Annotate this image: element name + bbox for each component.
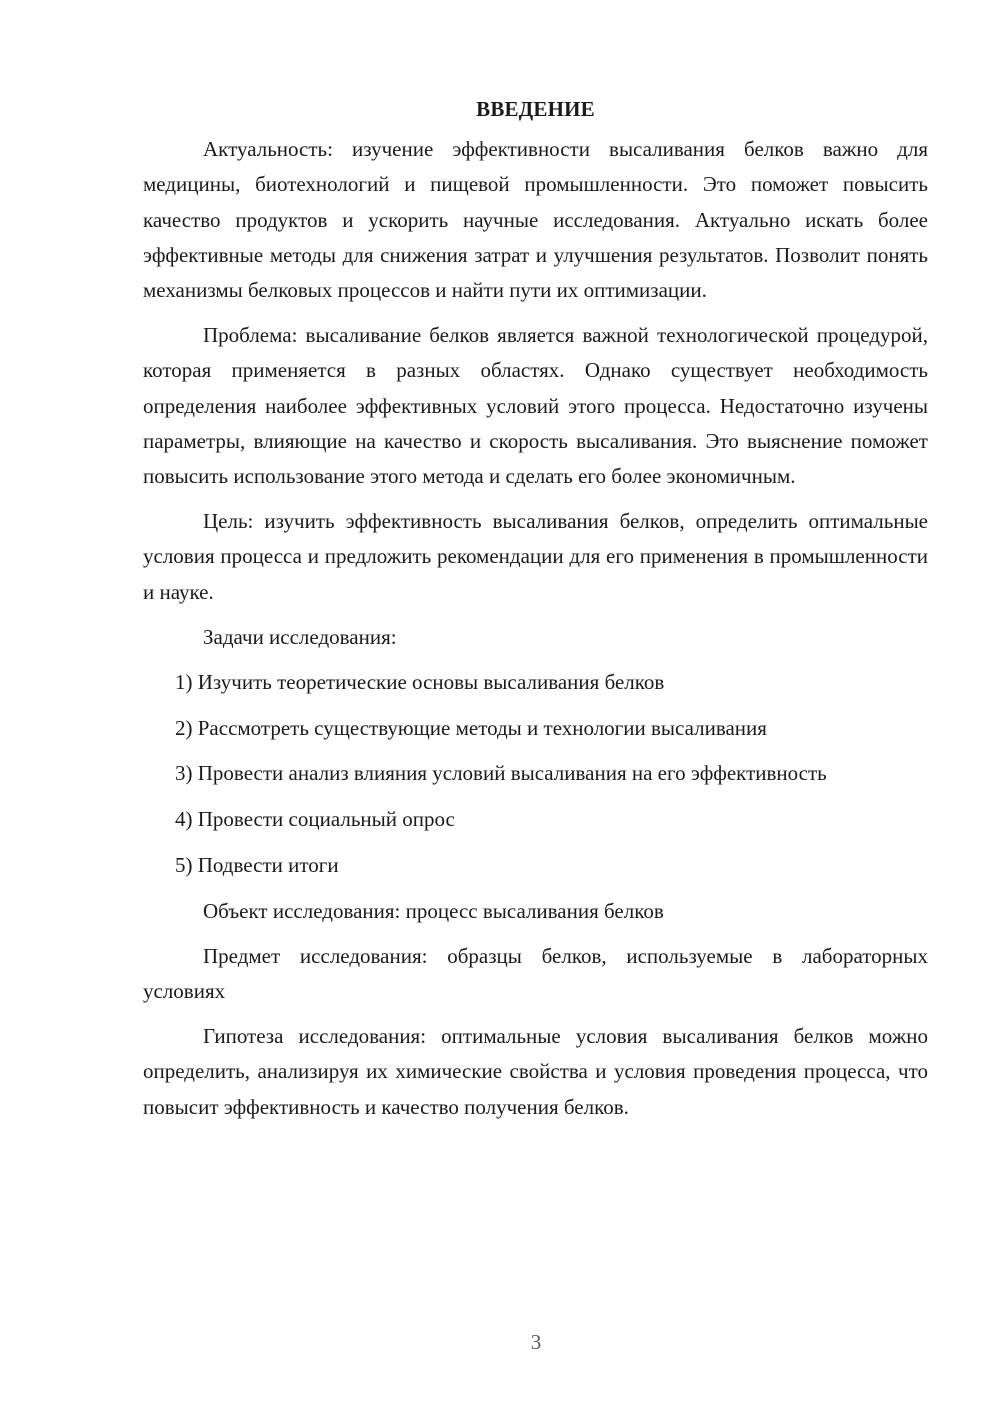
document-page — [143, 92, 928, 1135]
object-paragraph: Объект исследования: процесс высаливания белков — [203, 898, 664, 923]
task-item-2: 2) Рассмотреть существующие методы и технологии высаливания — [175, 715, 767, 740]
problem-paragraph: Проблема: высаливание белков является важной технологической процедурой, которая применяется в разных областях. Однако существует необходимость определения наиболее эффективных условий этого процесса. Недостаточно изучены параметры, влияющие на качество и скорость высаливания. Это выяснение поможет повысить использование этого метода и сделать его более экономичным. — [143, 323, 928, 489]
relevance-paragraph: Актуальность: изучение эффективности высаливания белков важно для медицины, биотехнологий и пищевой промышленности. Это поможет повысить качество продуктов и ускорить научные исследования. Актуально искать более эффективные методы для снижения затрат и улучшения результатов. Позволит понять механизмы белковых процессов и найти пути их оптимизации. — [143, 137, 928, 303]
task-item-1: 1) Изучить теоретические основы высаливания белков — [175, 670, 665, 695]
task-item-5: 5) Подвести итоги — [175, 852, 339, 877]
task-item-3: 3) Провести анализ влияния условий высаливания на его эффективность — [175, 761, 827, 786]
section-title: ВВЕДЕНИЕ — [476, 97, 595, 121]
subject-paragraph: Предмет исследования: образцы белков, используемые в лабораторных условиях — [143, 943, 928, 1003]
goal-paragraph: Цель: изучить эффективность высаливания белков, определить оптимальные условия процесса и предложить рекомендации для его применения в промышленности и науке. — [143, 509, 928, 604]
page-number: 3 — [530, 1330, 542, 1354]
hypothesis-paragraph: Гипотеза исследования: оптимальные условия высаливания белков можно определить, анализируя их химические свойства и условия проведения процесса, что повысит эффективность и качество получения белков. — [143, 1024, 928, 1119]
task-item-4: 4) Провести социальный опрос — [175, 807, 455, 832]
tasks-heading: Задачи исследования: — [203, 624, 397, 649]
